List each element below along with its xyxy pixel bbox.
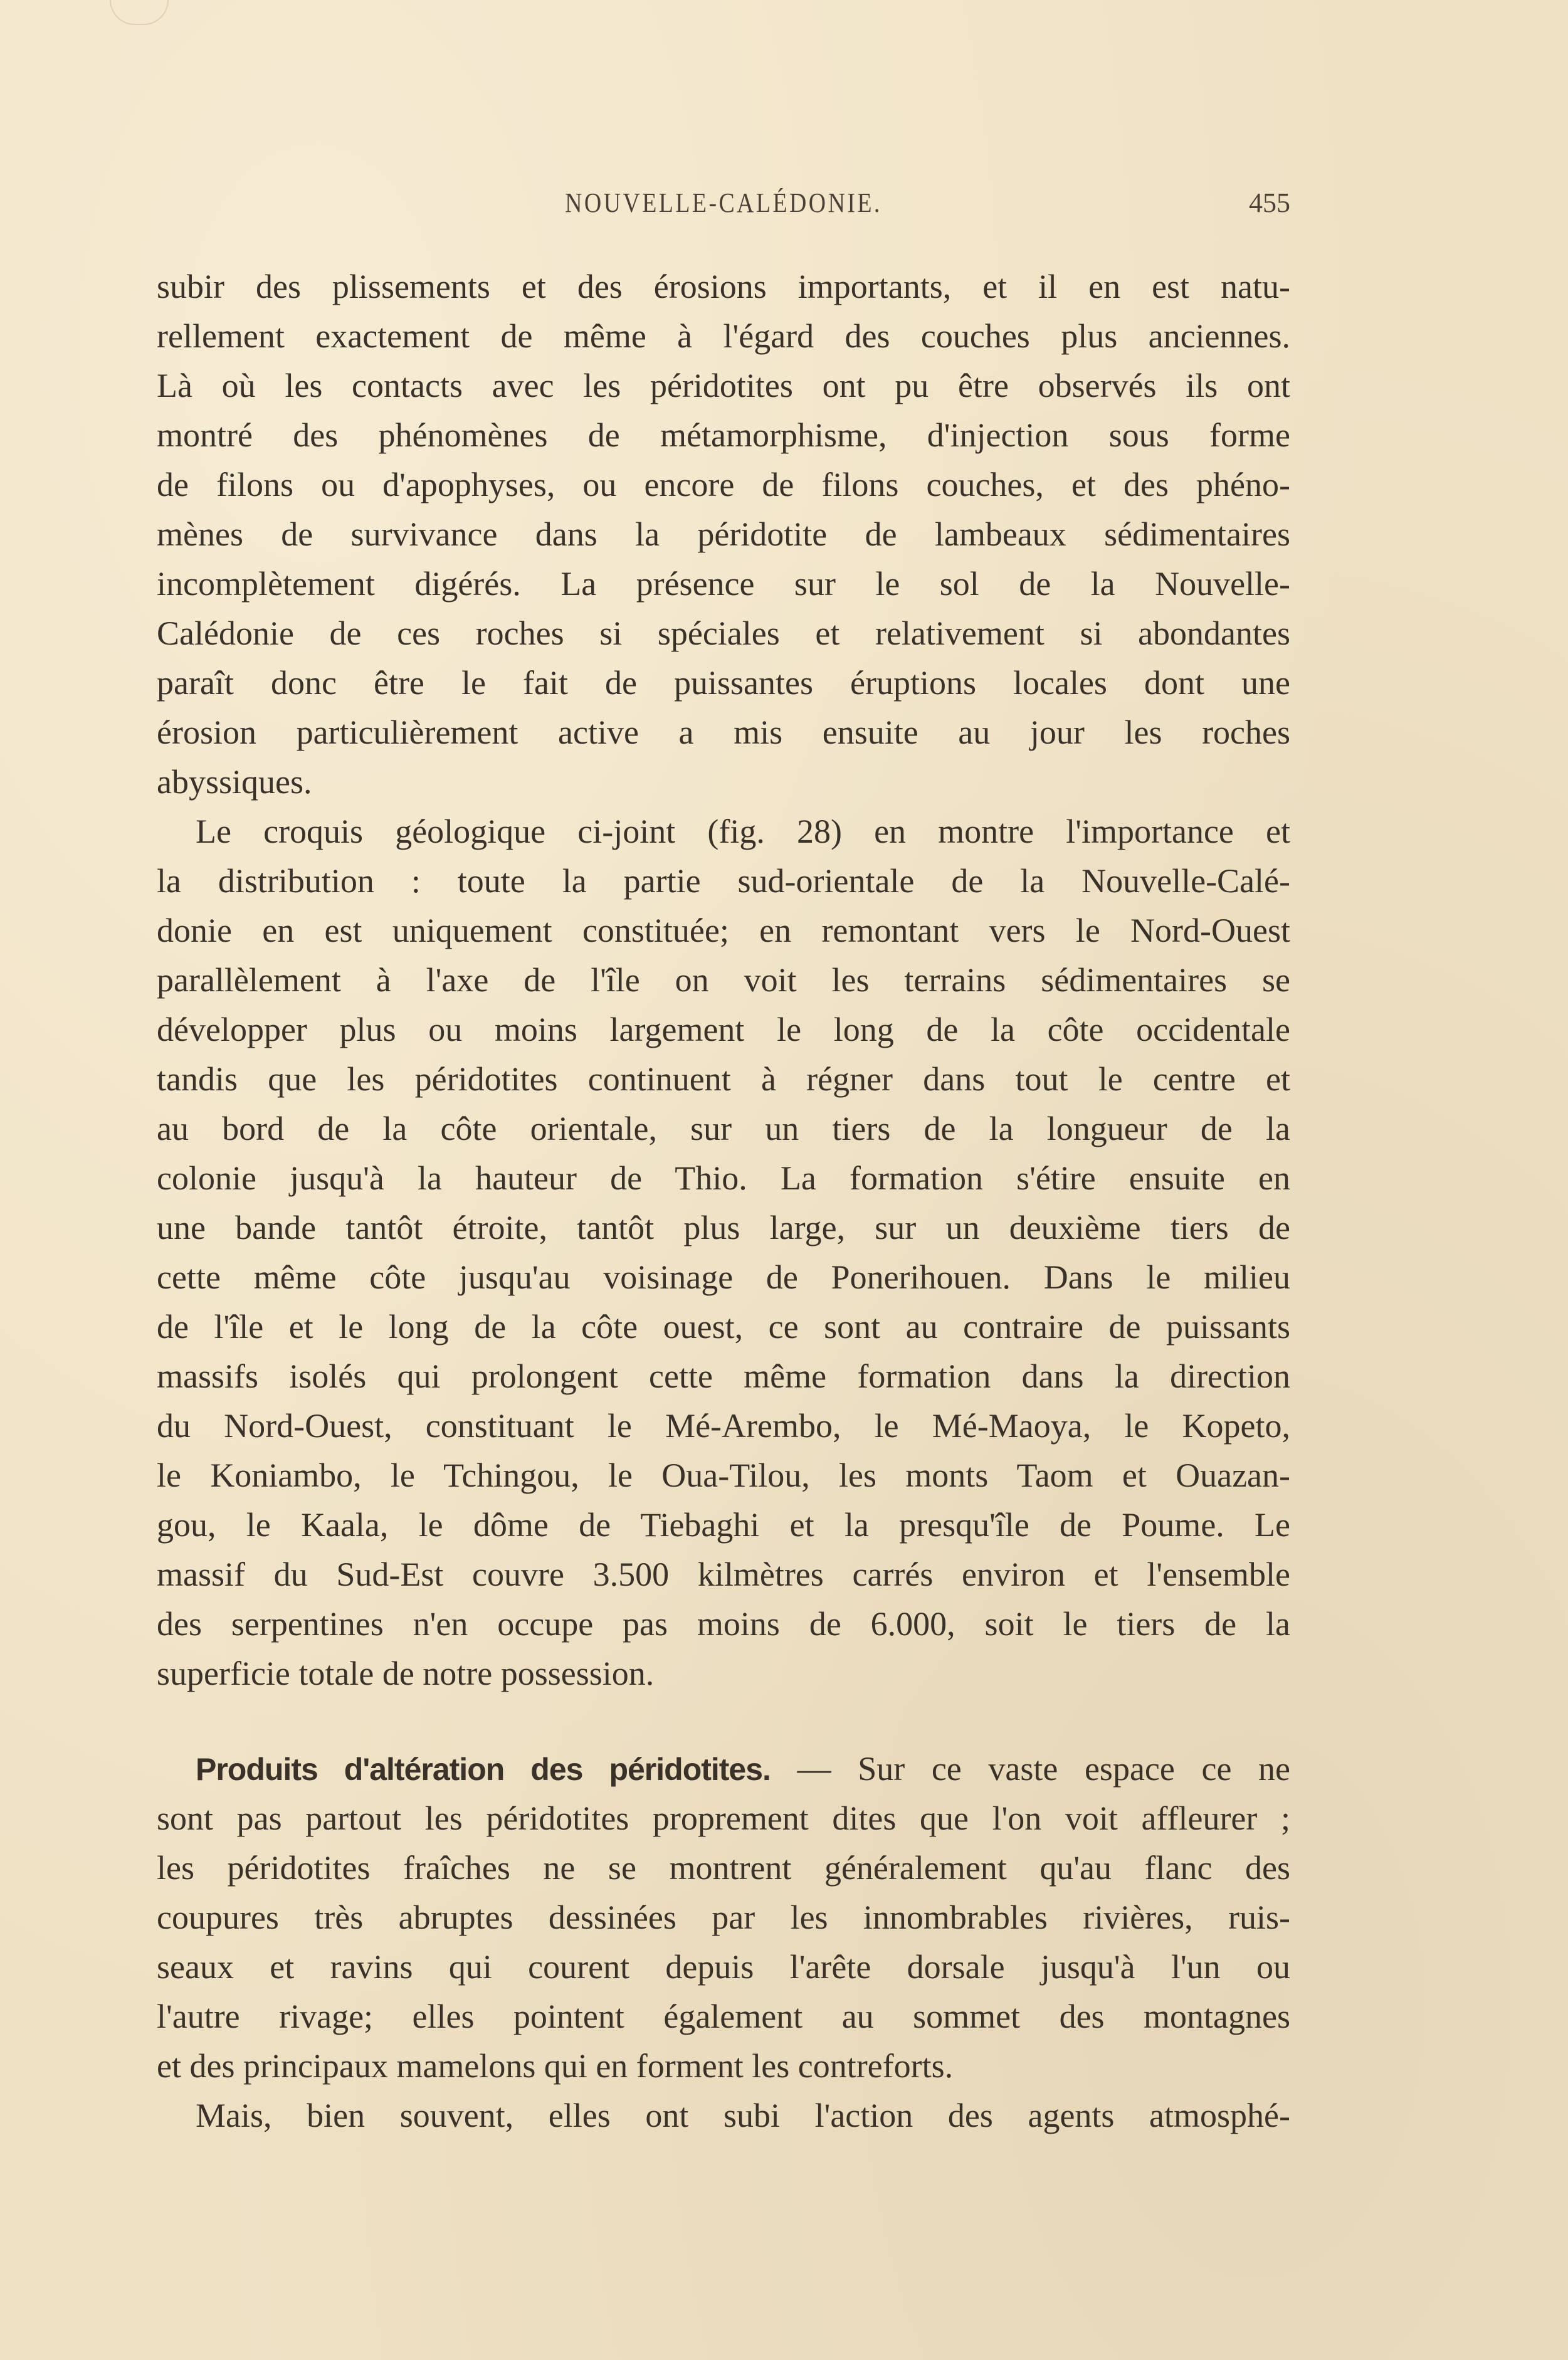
text-line: coupures très abruptes dessinées par les innombrables rivières, ruis- xyxy=(157,1899,1290,1936)
text-line: l'autre rivage; elles pointent également au sommet des montagnes xyxy=(157,1998,1290,2035)
paper-stain xyxy=(110,0,169,25)
paragraph-3 xyxy=(157,1744,1290,2091)
text-line: sont pas partout les péridotites proprement dites que l'on voit affleurer ; xyxy=(157,1799,1290,1837)
text-line: colonie jusqu'à la hauteur de Thio. La formation s'étire ensuite en xyxy=(157,1159,1290,1197)
text-line: et des principaux mamelons qui en forment les contreforts. xyxy=(157,2047,954,2085)
text-line: superficie totale de notre possession. xyxy=(157,1655,655,1692)
paragraph-1 xyxy=(157,262,1290,807)
text-run: — Sur ce vaste espace ce ne xyxy=(770,1750,1290,1788)
running-header xyxy=(157,187,1290,231)
text-line: au bord de la côte orientale, sur un tiers de la longueur de la xyxy=(157,1110,1290,1147)
text-line: massifs isolés qui prolongent cette même formation dans la direction xyxy=(157,1357,1290,1395)
text-line: seaux et ravins qui courent depuis l'arête dorsale jusqu'à l'un ou xyxy=(157,1948,1290,1986)
text-line: de filons ou d'apophyses, ou encore de filons couches, et des phéno- xyxy=(157,466,1290,503)
text-line: une bande tantôt étroite, tantôt plus large, sur un deuxième tiers de xyxy=(157,1209,1290,1246)
text-line: subir des plissements et des érosions importants, et il en est natu- xyxy=(157,268,1290,305)
text-line: les péridotites fraîches ne se montrent généralement qu'au flanc des xyxy=(157,1849,1290,1887)
text-line: paraît donc être le fait de puissantes éruptions locales dont une xyxy=(157,664,1290,702)
page-number: 455 xyxy=(1249,187,1290,218)
text-line: cette même côte jusqu'au voisinage de Ponerihouen. Dans le milieu xyxy=(157,1258,1290,1296)
text-line: parallèlement à l'axe de l'île on voit les terrains sédimentaires se xyxy=(157,961,1290,999)
text-line: tandis que les péridotites continuent à régner dans tout le centre et xyxy=(157,1060,1290,1098)
text-line: Là où les contacts avec les péridotites ont pu être observés ils ont xyxy=(157,367,1290,404)
paragraph-4 xyxy=(157,2091,1290,2141)
text-line: du Nord-Ouest, constituant le Mé-Arembo, le Mé-Maoya, le Kopeto, xyxy=(157,1407,1290,1445)
running-title: NOUVELLE-CALÉDONIE. xyxy=(565,187,882,218)
text-line: mènes de survivance dans la péridotite de lambeaux sédimentaires xyxy=(157,515,1290,553)
text-line: massif du Sud-Est couvre 3.500 kilmètres carrés environ et l'ensemble xyxy=(157,1556,1290,1593)
text-line: Calédonie de ces roches si spéciales et relativement si abondantes xyxy=(157,614,1290,652)
text-line: rellement exactement de même à l'égard des couches plus anciennes. xyxy=(157,317,1290,355)
text-line: Le croquis géologique ci-joint (fig. 28) en montre l'importance et xyxy=(196,813,1290,850)
text-line: de l'île et le long de la côte ouest, ce sont au contraire de puissants xyxy=(157,1308,1290,1346)
text-line xyxy=(157,1744,1290,1794)
text-line: montré des phénomènes de métamorphisme, d'injection sous forme xyxy=(157,416,1290,454)
text-line: des serpentines n'en occupe pas moins de 6.000, soit le tiers de la xyxy=(157,1605,1290,1643)
section-heading: Produits d'altération des péridotites. xyxy=(196,1752,771,1787)
text-line: gou, le Kaala, le dôme de Tiebaghi et la presqu'île de Poume. Le xyxy=(157,1506,1290,1544)
text-line: donie en est uniquement constituée; en remontant vers le Nord-Ouest xyxy=(157,912,1290,949)
text-line: érosion particulièrement active a mis ensuite au jour les roches xyxy=(157,714,1290,751)
text-line: abyssiques. xyxy=(157,763,312,801)
text-line: le Koniambo, le Tchingou, le Oua-Tilou, les monts Taom et Ouazan- xyxy=(157,1457,1290,1494)
text-line: Mais, bien souvent, elles ont subi l'action des agents atmosphé- xyxy=(196,2097,1290,2134)
paragraph-2 xyxy=(157,807,1290,1699)
text-line: développer plus ou moins largement le long de la côte occidentale xyxy=(157,1011,1290,1048)
text-line: la distribution : toute la partie sud-orientale de la Nouvelle-Calé- xyxy=(157,862,1290,900)
text-line: incomplètement digérés. La présence sur le sol de la Nouvelle- xyxy=(157,565,1290,603)
